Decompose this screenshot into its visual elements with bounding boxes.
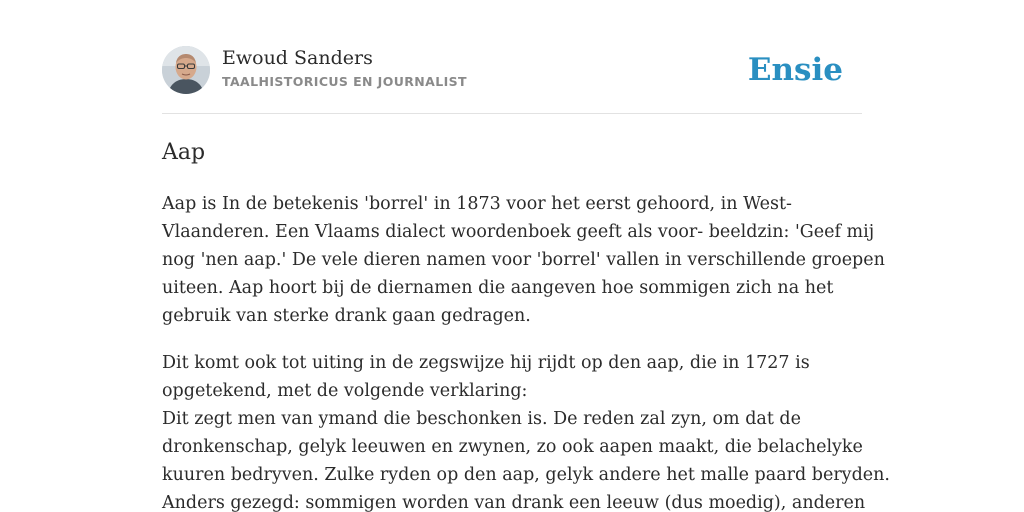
paragraph-line: uiteen. Aap hoort bij de diernamen die aangeven hoe sommigen zich na het bbox=[162, 278, 834, 298]
article-header bbox=[162, 46, 862, 96]
author-role: TAALHISTORICUS EN JOURNALIST bbox=[222, 74, 467, 89]
paragraph-line: gebruik van sterke drank gaan gedragen. bbox=[162, 306, 531, 326]
article-body bbox=[162, 190, 890, 512]
author-name[interactable]: Ewoud Sanders bbox=[222, 47, 373, 69]
paragraph-line: kuuren bedryven. Zulke ryden op den aap, gelyk andere het malle paard beryden. bbox=[162, 465, 890, 485]
paragraph-line: Dit komt ook tot uiting in de zegswijze hij rijdt op den aap, die in 1727 is bbox=[162, 353, 810, 373]
paragraph-line: Vlaanderen. Een Vlaams dialect woordenboek geeft als voor- beeldzin: 'Geef mij bbox=[162, 222, 875, 242]
paragraph-line: nog 'nen aap.' De vele dieren namen voor 'borrel' vallen in verschillende groepen bbox=[162, 250, 885, 270]
author-photo-icon bbox=[162, 46, 210, 94]
article-paragraph bbox=[162, 190, 885, 330]
article-title: Aap bbox=[162, 140, 206, 165]
ensie-logo[interactable]: Ensie bbox=[747, 52, 843, 88]
paragraph-line: Dit zegt men van ymand die beschonken is. De reden zal zyn, om dat de bbox=[162, 409, 801, 429]
paragraph-line: dronkenschap, gelyk leeuwen en zwynen, zo ook aapen maakt, die belachelyke bbox=[162, 437, 863, 457]
article-paragraph bbox=[162, 349, 890, 512]
paragraph-line: Aap is In de betekenis 'borrel' in 1873 voor het eerst gehoord, in West- bbox=[162, 194, 792, 214]
author-avatar[interactable] bbox=[162, 46, 210, 94]
paragraph-line: Anders gezegd: sommigen worden van drank een leeuw (dus moedig), anderen bbox=[162, 493, 866, 512]
header-divider bbox=[162, 113, 862, 114]
paragraph-line: opgetekend, met de volgende verklaring: bbox=[162, 381, 528, 401]
